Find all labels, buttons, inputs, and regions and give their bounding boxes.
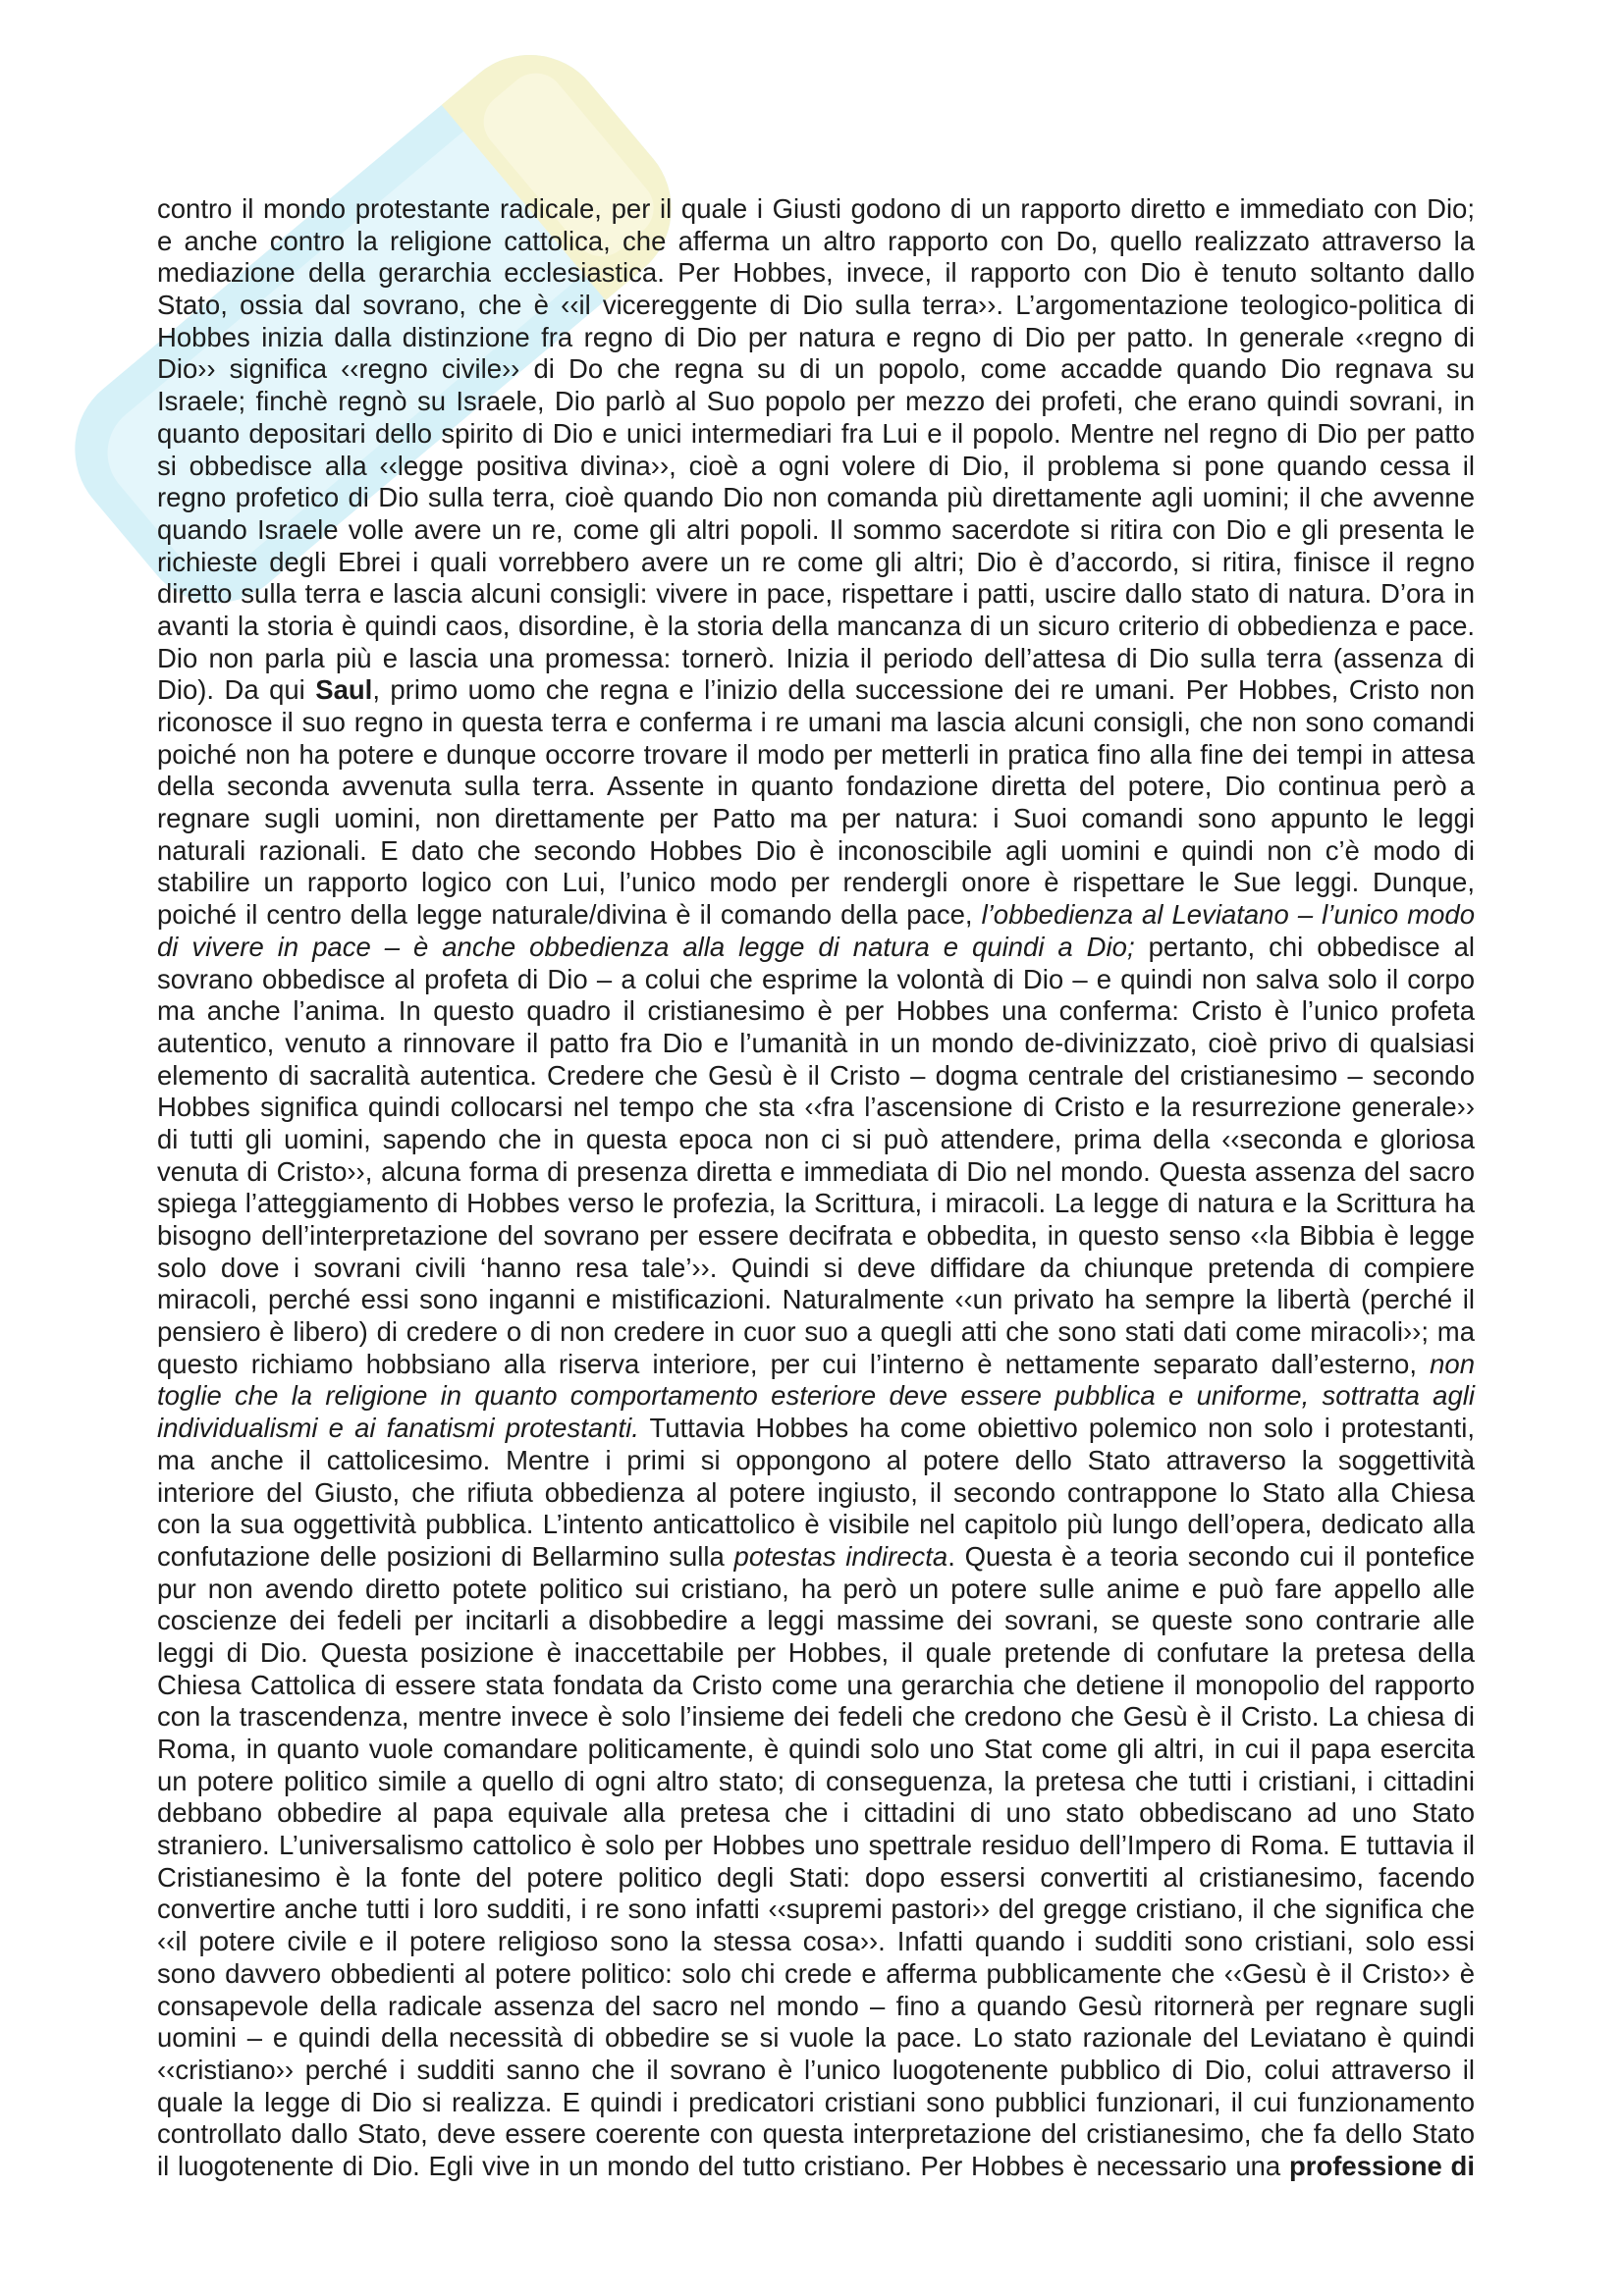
text-line: Hobbes significa quindi collocarsi nel tempo che sta ‹‹fra l’ascensione di Cristo e la resurrezione generale›› bbox=[157, 1092, 1475, 1123]
text-line: della seconda avvenuta sulla terra. Assente in quanto fondazione diretta del potere, Dio continua però a bbox=[157, 771, 1475, 802]
text-line: leggi di Dio. Questa posizione è inaccettabile per Hobbes, il quale pretende di confutare la pretesa della bbox=[157, 1636, 1475, 1668]
text-line: Cristianesimo è la fonte del potere politico degli Stati: dopo essersi convertiti al cristianesimo, facendo bbox=[157, 1861, 1475, 1893]
text-line: pur non avendo diretto potete politico sui cristiano, ha però un potere sulle anime e può fare appello alle bbox=[157, 1573, 1475, 1604]
text-segment: poiché il centro della legge naturale/divina è il comando della pace, bbox=[157, 899, 982, 931]
italic-text: potestas indirecta bbox=[733, 1540, 948, 1572]
bold-text: professione di bbox=[1288, 2150, 1475, 2181]
text-line: uomini – e quindi della necessità di obbedire se si vuole la pace. Lo stato razionale del Leviatano è quindi bbox=[157, 2022, 1475, 2054]
text-line: quando Israele volle avere un re, come gli altri popoli. Il sommo sacerdote si ritira con Dio e gli presenta le bbox=[157, 513, 1475, 545]
text-line: di tutti gli uomini, sapendo che in questa epoca non ci si può attendere, prima della ‹‹seconda e gloriosa bbox=[157, 1123, 1475, 1154]
text-line bbox=[157, 1541, 1475, 1574]
text-line: autentico, venuto a rinnovare il patto fra Dio e l’umanità in un mondo de-divinizzato, cioè privo di qualsiasi bbox=[157, 1027, 1475, 1058]
text-line: regno profetico di Dio sulla terra, cioè quando Dio non comanda più direttamente agli uomini; il che avvenne bbox=[157, 482, 1475, 513]
italic-text: toglie che la religione in quanto comportamento esteriore deve essere pubblica e uniforme, sottratta agli bbox=[157, 1380, 1475, 1412]
text-line: con la sua oggettività pubblica. L’intento anticattolico è visibile nel capitolo più lungo dell’opera, dedicato alla bbox=[157, 1509, 1475, 1540]
text-line: richieste degli Ebrei i quali vorrebbero avere un re come gli altri; Dio è d’accordo, si ritira, finisce il regno bbox=[157, 546, 1475, 577]
text-line: spiega l’atteggiamento di Hobbes verso le profezia, la Scrittura, i miracoli. La legge di natura e la Scrittura ha bbox=[157, 1188, 1475, 1219]
text-line: Dio›› significa ‹‹regno civile›› di Do che regna su di un popolo, come accadde quando Dio regnava su bbox=[157, 353, 1475, 385]
text-line: diretto sulla terra e lascia alcuni consigli: vivere in pace, rispettare i patti, uscire dallo stato di natura. D’ora in bbox=[157, 578, 1475, 610]
text-line: mediazione della gerarchia ecclesiastica. Per Hobbes, invece, il rapporto con Dio è tenuto soltanto dallo bbox=[157, 257, 1475, 289]
text-line: venuta di Cristo››, alcuna forma di presenza diretta e immediata di Dio nel mondo. Questa assenza del sacro bbox=[157, 1155, 1475, 1187]
text-line: controllato dallo Stato, deve essere coerente con questa interpretazione del cristianesimo, che fa dello Stato bbox=[157, 2118, 1475, 2150]
text-segment: confutazione delle posizioni di Bellarmino sulla bbox=[157, 1540, 734, 1572]
text-line bbox=[157, 1380, 1475, 1413]
text-segment: il luogotenente di Dio. Egli vive in un mondo del tutto cristiano. Per Hobbes è necessario una bbox=[157, 2150, 1289, 2181]
text-line: pensiero è libero) di credere o di non credere in cuor suo a quegli atti che sono stati dati come miracoli››; ma bbox=[157, 1316, 1475, 1348]
text-line: ‹‹il potere civile e il potere religioso sono la stessa cosa››. Infatti quando i sudditi sono cristiani, solo essi bbox=[157, 1926, 1475, 1957]
text-line: avanti la storia è quindi caos, disordine, è la storia della mancanza di un sicuro criterio di obbedienza e pace. bbox=[157, 610, 1475, 641]
text-segment: . Questa è a teoria secondo cui il pontefice bbox=[947, 1540, 1475, 1572]
text-line: Dio non parla più e lascia una promessa: tornerò. Inizia il periodo dell’attesa di Dio sulla terra (assenza di bbox=[157, 642, 1475, 673]
italic-text: di vivere in pace – è anche obbedienza alla legge di natura e quindi a Dio; bbox=[157, 931, 1135, 962]
text-line: un potere politico simile a quello di ogni altro stato; di conseguenza, la pretesa che tutti i cristiani, i cittadini bbox=[157, 1765, 1475, 1796]
text-line: elemento di sacralità autentica. Credere che Gesù è il Cristo – dogma centrale del cristianesimo – secondo bbox=[157, 1059, 1475, 1091]
text-line: regnare sugli uomini, non direttamente per Patto ma per natura: i Suoi comandi sono appunto le leggi bbox=[157, 803, 1475, 834]
text-segment: questo richiamo hobbsiano alla riserva interiore, per cui l’interno è nettamente separato dall’esterno, bbox=[157, 1348, 1431, 1379]
text-line bbox=[157, 2151, 1475, 2183]
text-line: straniero. L’universalismo cattolico è solo per Hobbes uno spettrale residuo dell’Impero di Roma. E tuttavia il bbox=[157, 1830, 1475, 1861]
text-segment: , primo uomo che regna e l’inizio della successione dei re umani. Per Hobbes, Cristo non bbox=[372, 674, 1475, 706]
italic-text: l’obbedienza al Leviatano – l’unico modo bbox=[981, 899, 1475, 931]
text-line: Chiesa Cattolica di essere stata fondata da Cristo come una gerarchia che detiene il monopolio del rapporto bbox=[157, 1669, 1475, 1700]
text-line: interiore del Giusto, che rifiuta obbedienza al potere ingiusto, il secondo contrappone lo Stato alla Chiesa bbox=[157, 1476, 1475, 1508]
text-line: con la trascendenza, mentre invece è solo l’insieme dei fedeli che credono che Gesù è il Cristo. La chiesa di bbox=[157, 1701, 1475, 1733]
text-line: ‹‹cristiano›› perché i sudditi sanno che il sovrano è l’unico luogotenente pubblico di Dio, colui attraverso il bbox=[157, 2054, 1475, 2085]
text-line: riconosce il suo regno in questa terra e conferma i re umani ma lascia alcuni consigli, che non sono comandi bbox=[157, 707, 1475, 737]
text-line: debbano obbedire al papa equivale alla pretesa che i cittadini di uno stato obbediscano ad uno Stato bbox=[157, 1797, 1475, 1829]
text-line: contro il mondo protestante radicale, per il quale i Giusti godono di un rapporto diretto e immediato con Dio; bbox=[157, 193, 1475, 224]
text-line: poiché non ha potere e dunque occorre trovare il modo per metterli in pratica fino alla fine dei tempi in attesa bbox=[157, 738, 1475, 770]
text-line bbox=[157, 932, 1475, 964]
text-line: sono davvero obbedienti al potere politico: solo chi crede e afferma pubblicamente che ‹‹Gesù è il Cristo›› è bbox=[157, 1957, 1475, 1989]
text-line: sovrano obbedisce al profeta di Dio – a colui che esprime la volontà di Dio – e quindi non salva solo il corpo bbox=[157, 963, 1475, 994]
text-line: bisogno dell’interpretazione del sovrano per essere decifrata e obbedita, in questo senso ‹‹la Bibbia è legge bbox=[157, 1220, 1475, 1251]
text-line bbox=[157, 1349, 1475, 1381]
text-line bbox=[157, 1413, 1475, 1445]
text-line: Hobbes inizia dalla distinzione fra regno di Dio per natura e regno di Dio per patto. In generale ‹‹regno di bbox=[157, 321, 1475, 352]
text-line: solo dove i sovrani civili ‘hanno resa tale’››. Quindi si deve diffidare da chiunque pretenda di compiere bbox=[157, 1252, 1475, 1283]
text-line: si obbedisce alla ‹‹legge positiva divina››, cioè a ogni volere di Dio, il problema si pone quando cessa il bbox=[157, 450, 1475, 481]
text-line: miracoli, perché essi sono inganni e mistificazioni. Naturalmente ‹‹un privato ha sempre la libertà (perché il bbox=[157, 1284, 1475, 1315]
text-line: Israele; finchè regnò su Israele, Dio parlò al Suo popolo per mezzo dei profeti, che erano quindi sovrani, in bbox=[157, 386, 1475, 417]
document-body bbox=[157, 193, 1475, 2183]
text-line: e anche contro la religione cattolica, che afferma un altro rapporto con Do, quello realizzato attraverso la bbox=[157, 225, 1475, 256]
italic-text: individualismi e ai fanatismi protestanti. bbox=[157, 1413, 639, 1444]
text-line: quale la legge di Dio si realizza. E quindi i predicatori cristiani sono pubblici funzionari, il cui funzionamento bbox=[157, 2086, 1475, 2117]
text-segment: Tuttavia Hobbes ha come obiettivo polemico non solo i protestanti, bbox=[638, 1413, 1475, 1444]
text-line: Roma, in quanto vuole comandare politicamente, è quindi solo uno Stat come gli altri, in cui il papa esercita bbox=[157, 1734, 1475, 1764]
text-line: Stato, ossia dal sovrano, che è ‹‹il vicereggente di Dio sulla terra››. L’argomentazione teologico-politica di bbox=[157, 290, 1475, 321]
text-line bbox=[157, 674, 1475, 707]
text-line: stabilire un rapporto logico con Lui, l’unico modo per rendergli onore è rispettare le Sue leggi. Dunque, bbox=[157, 867, 1475, 898]
text-line bbox=[157, 899, 1475, 932]
text-line: convertire anche tutti i loro sudditi, i re sono infatti ‹‹supremi pastori›› del gregge cristiano, il che significa che bbox=[157, 1894, 1475, 1925]
text-line: ma anche l’anima. In questo quadro il cristianesimo è per Hobbes una conferma: Cristo è l’unico profeta bbox=[157, 995, 1475, 1027]
text-line: naturali razionali. E dato che secondo Hobbes Dio è inconoscibile agli uomini e quindi non c’è modo di bbox=[157, 834, 1475, 866]
text-segment: pertanto, chi obbedisce al bbox=[1134, 931, 1475, 962]
text-line: consapevole della radicale assenza del sacro nel mondo – fino a quando Gesù ritornerà per regnare sugli bbox=[157, 1990, 1475, 2021]
text-segment: Dio). Da qui bbox=[157, 674, 316, 706]
text-line: ma anche il cattolicesimo. Mentre i primi si oppongono al potere dello Stato attraverso la soggettività bbox=[157, 1444, 1475, 1475]
text-line: quanto depositari dello spirito di Dio e unici intermediari fra Lui e il popolo. Mentre nel regno di Dio per patto bbox=[157, 417, 1475, 449]
text-line: coscienze dei fedeli per incitarli a disobbedire a leggi massime dei sovrani, se queste sono contrarie alle bbox=[157, 1605, 1475, 1636]
bold-text: Saul bbox=[315, 674, 373, 706]
italic-text: non bbox=[1430, 1348, 1475, 1379]
